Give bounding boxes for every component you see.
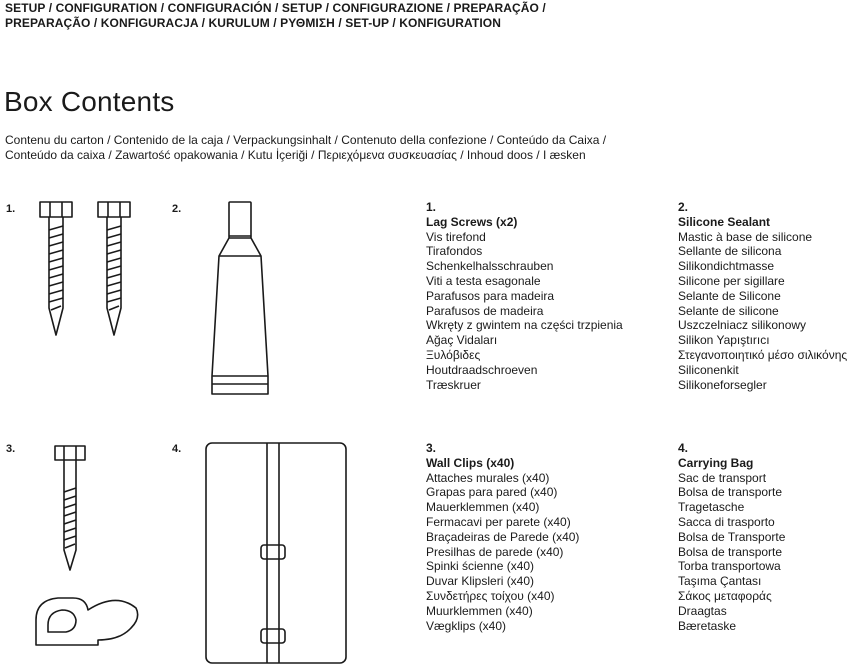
item-3-translation: Mauerklemmen (x40) [426,500,540,515]
item-4-translation: Bolsa de transporte [678,544,783,559]
item-1-translation: Parafusos de madeira [426,303,544,318]
item-1-translation: Tirafondos [426,244,483,259]
item-2-translation: Silikondichtmasse [678,259,775,274]
item-1-description [426,200,623,392]
item-4-translation: Bolsa de transporte [678,485,783,500]
item-1-number: 1. [426,200,437,214]
item-1-translation: Vis tirefond [426,229,486,244]
item-1-translation: Wkręty z gwintem na części trzpienia [426,318,623,333]
item-2-translation: Selante de Silicone [678,288,781,303]
item-3-translation: Presilhas de parede (x40) [426,544,564,559]
figure-number-4: 4. [172,443,182,455]
item-3-translation: Duvar Klipsleri (x40) [426,574,535,589]
item-3-translation: Muurklemmen (x40) [426,603,533,618]
item-4-translation: Torba transportowa [678,559,781,574]
item-4-translation: Bolsa de Transporte [678,529,786,544]
item-2-translation: Mastic à base de silicone [678,229,813,244]
item-2-translation: Uszczelniacz silikonowy [678,318,807,333]
item-1-translation: Schenkelhalsschrauben [426,259,554,274]
item-2-translation: Sellante de silicona [678,244,782,259]
subtitle-line-2: Conteúdo da caixa / Zawartość opakowania / Kutu İçeriği / Περιεχόμενα συσκευασίας / Inhoud doos / I æsken [5,148,586,162]
item-3-description [426,441,579,633]
item-3-translation: Spinki ścienne (x40) [426,559,535,574]
item-4-translation: Taşıma Çantası [678,574,762,589]
item-4-translation: Draagtas [678,603,727,618]
item-4-number: 4. [678,441,689,455]
header-line-1: SETUP / CONFIGURATION / CONFIGURACIÓN / SETUP / CONFIGURAZIONE / PREPARAÇÃO / [5,1,546,15]
item-2-translation: Selante de silicone [678,303,779,318]
item-1-translation: Parafusos para madeira [426,288,555,303]
item-2-translation: Silikon Yapıştırıcı [678,333,770,348]
setup-header [5,1,565,31]
lag-screw-icon [98,202,130,335]
item-4-translation: Sacca di trasporto [678,514,775,529]
item-4-translation: Bæretaske [678,618,737,633]
item-2-translation: Silikoneforsegler [678,377,767,392]
item-3-translation: Fermacavi per parete (x40) [426,514,571,529]
item-4-description [678,441,785,633]
item-1-translation: Træskruer [426,377,481,392]
lag-screws-illustration [30,198,140,338]
wall-clip-illustration [28,440,148,655]
subtitle-line-1: Contenu du carton / Contenido de la caja / Verpackungsinhalt / Contenuto della confezione / Conteúdo da Caixa / [5,133,607,147]
item-3-translation: Attaches murales (x40) [426,470,550,485]
item-2-translation: Siliconenkit [678,362,739,377]
item-3-name: Wall Clips (x40) [426,455,515,470]
item-4-translation: Σάκος μεταφοράς [678,588,772,603]
item-2-translation: Silicone per sigillare [678,273,785,288]
item-2-name: Silicone Sealant [678,214,771,229]
item-3-translation: Συνδετήρες τοίχου (x40) [426,588,555,603]
item-3-translation: Vægklips (x40) [426,618,507,633]
figure-number-2: 2. [172,203,182,215]
item-2-translation: Στεγανοποιητικό μέσο σιλικόνης [678,347,848,362]
item-3-translation: Grapas para pared (x40) [426,485,558,500]
item-4-translation: Sac de transport [678,470,767,485]
item-1-translation: Houtdraadschroeven [426,362,538,377]
item-2-description [678,200,847,392]
item-4-translation: Tragetasche [678,500,745,515]
item-1-name: Lag Screws (x2) [426,214,518,229]
lag-screw-icon [40,202,72,335]
header-line-2: PREPARAÇÃO / KONFIGURACJA / KURULUM / ΡΥΘΜΙΣΗ / SET-UP / KONFIGURATION [5,16,501,30]
figure-number-3: 3. [6,443,16,455]
item-4-name: Carrying Bag [678,455,754,470]
item-1-translation: Viti a testa esagonale [426,273,541,288]
item-2-number: 2. [678,200,689,214]
figure-number-1: 1. [6,203,16,215]
item-1-translation: Ξυλόβιδες [426,347,481,362]
clip-icon [36,598,138,645]
silicone-tube-icon [208,198,273,398]
item-1-translation: Ağaç Vidaları [426,333,498,348]
item-3-translation: Braçadeiras de Parede (x40) [426,529,580,544]
carrying-bag-icon [204,441,348,666]
screw-icon [55,446,85,570]
page-title: Box Contents [4,86,175,117]
subtitle [5,133,665,163]
item-3-number: 3. [426,441,437,455]
